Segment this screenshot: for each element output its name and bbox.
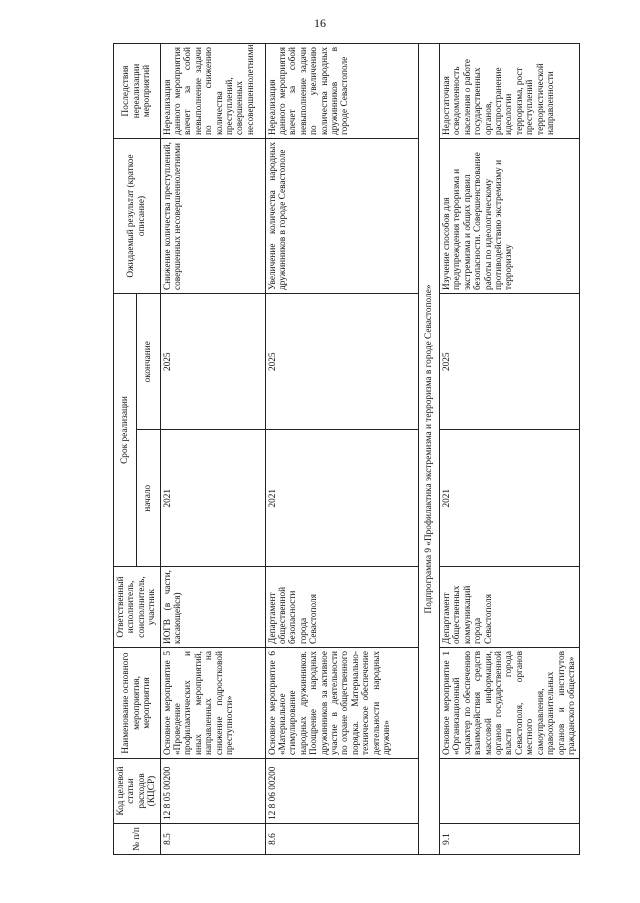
cell-result: Изучение способов для предупреждения терроризма и экстремизма и общих правил безопасности. Совершенствование работы по идеологическому противодействию экстремизму и терроризму [440,139,580,294]
header-period: Срок реализации [114,294,137,567]
header-result: Ожидаемый результат (краткое описание) [114,139,161,294]
header-num: № п/п [114,824,161,855]
cell-end: 2025 [265,294,418,431]
cell-responsible: ИОГВ (в части, касающейся) [160,567,265,648]
header-end: окончание [137,294,160,431]
cell-consequences: Нереализация данного мероприятия влечет за собой невыполнение задачи по увеличению количества народных дружинников в городе Севастополе [265,44,418,139]
rotated-table [113,43,577,855]
cell-result: Снижение количества преступлений, совершенных несовершеннолетними [160,139,265,294]
cell-code [440,759,580,824]
cell-consequences: Нереализация данного мероприятия влечет за собой невыполнение задачи по снижению количества преступлений, совершенных несовершеннолетними [160,44,265,139]
table-container [113,43,577,855]
subprogram-row [418,44,439,855]
table-row [265,44,418,855]
cell-start: 2021 [265,430,418,567]
cell-name: Основное мероприятие 6 «Материальное стимулирование народных дружинников. Поощрение народных дружинников за активное участие в деятельности по охране общественного порядка. Материально-техническое обеспечение деятельности народных дружин» [265,648,418,759]
subprogram-title: Подпрограмма 9 «Профилактика экстремизма и терроризма в городе Севастополе» [418,44,439,855]
cell-start: 2021 [160,430,265,567]
cell-start: 2021 [440,430,580,567]
cell-name: Основное мероприятие 5 «Проведение профилактических и иных мероприятий, направленных на снижение подростковой преступности» [160,648,265,759]
table-row [440,44,580,855]
cell-num: 8.6 [265,824,418,855]
cell-end: 2025 [160,294,265,431]
table-row [160,44,265,855]
cell-num: 8.5 [160,824,265,855]
cell-code: 12 8 06 00200 [265,759,418,824]
header-responsible: Ответственный исполнитель, соисполнитель, участник [114,567,161,648]
cell-responsible: Департамент общественных коммуникаций города Севастополя [440,567,580,648]
header-consequences: Последствия нереализации мероприятий [114,44,161,139]
header-start: начало [137,430,160,567]
cell-consequences: Недостаточная осведомленность населения о работе государственных органов, распространение идеологии терроризма, рост преступлений террористической направленности [440,44,580,139]
header-code: Код целевой статьи расходов (КЦСР) [114,759,161,824]
cell-result: Увеличение количества народных дружинников в городе Севастополе [265,139,418,294]
measures-table [113,43,580,855]
header-name: Наименование основного мероприятия, мероприятия [114,648,161,759]
page-number: 16 [314,16,326,30]
cell-num: 9.1 [440,824,580,855]
cell-end: 2025 [440,294,580,431]
cell-name: Основное мероприятие 1 «Организационный характер по обеспечению взаимодействия средств массовой информации, органов государственной власти города Севастополя, органов местного самоуправления, правоохранительных органов и институтов гражданского общества» [440,648,580,759]
cell-code: 12 8 05 00200 [160,759,265,824]
cell-responsible: Департамент общественной безопасности города Севастополя [265,567,418,648]
